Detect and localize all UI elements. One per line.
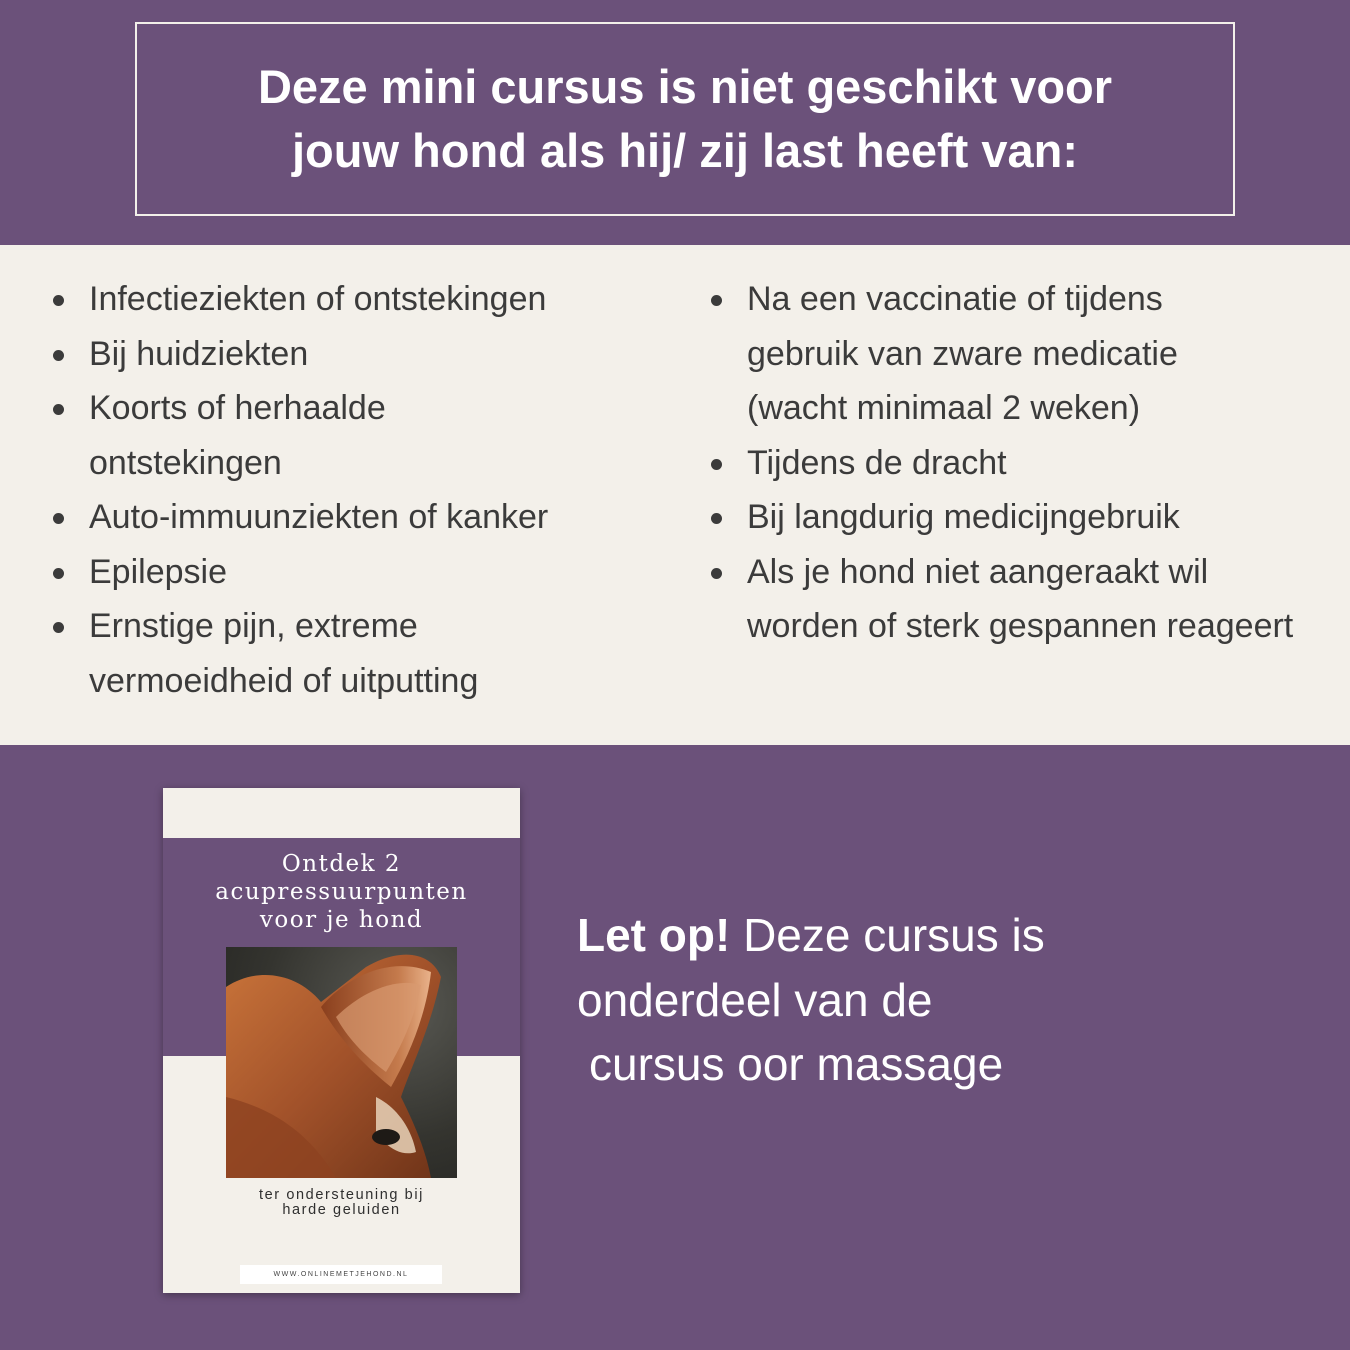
list-item: Ernstige pijn, extreme vermoeidheid of uitputting [47, 599, 589, 708]
list-item: Infectieziekten of ontstekingen [47, 272, 667, 327]
note-bold: Let op! [577, 909, 731, 961]
page-title [185, 55, 1185, 183]
course-note [577, 903, 1297, 1097]
cover-url: WWW.ONLINEMETJEHOND.NL [240, 1265, 442, 1284]
list-item: Auto-immuunziekten of kanker [47, 490, 667, 545]
cover-title-line-2: acupressuurpunten [215, 879, 468, 905]
list-item: Na een vaccinatie of tijdens gebruik van zware medicatie (wacht minimaal 2 weken) [705, 272, 1267, 436]
title-line-1: Deze mini cursus is niet geschikt voor [257, 60, 1113, 113]
ebook-cover [163, 788, 520, 1293]
cover-title-line-1: Ontdek 2 [281, 851, 402, 877]
list-item: Tijdens de dracht [705, 436, 1325, 491]
header-band [0, 0, 1350, 245]
dog-ear-photo [226, 947, 457, 1178]
title-line-2: jouw hond als hij/ zij last heeft van: [291, 124, 1079, 177]
note-line-3: cursus oor massage [589, 1038, 1004, 1090]
list-item: Bij langdurig medicijngebruik [705, 490, 1325, 545]
title-frame [135, 22, 1235, 216]
list-item: Epilepsie [47, 545, 667, 600]
list-item: Bij huidziekten [47, 327, 667, 382]
note-line-2: onderdeel van de [577, 973, 933, 1026]
conditions-list-right [705, 272, 1325, 654]
cover-subtitle-line-2: harde geluiden [282, 1202, 401, 1218]
dog-ear-illustration [226, 947, 457, 1178]
note-line-1 [577, 903, 1297, 968]
list-item: Als je hond niet aangeraakt wil worden of sterk gespannen reageert [705, 545, 1307, 654]
cover-title-line-3: voor je hond [259, 907, 424, 933]
cover-subtitle-line-1: ter ondersteuning bij [259, 1187, 424, 1203]
list-item: Koorts of herhaalde ontstekingen [47, 381, 469, 490]
cover-subtitle [163, 1188, 520, 1218]
conditions-list-left [47, 272, 667, 708]
note-line-1-rest: Deze cursus is [730, 909, 1045, 961]
cover-title [163, 850, 520, 934]
